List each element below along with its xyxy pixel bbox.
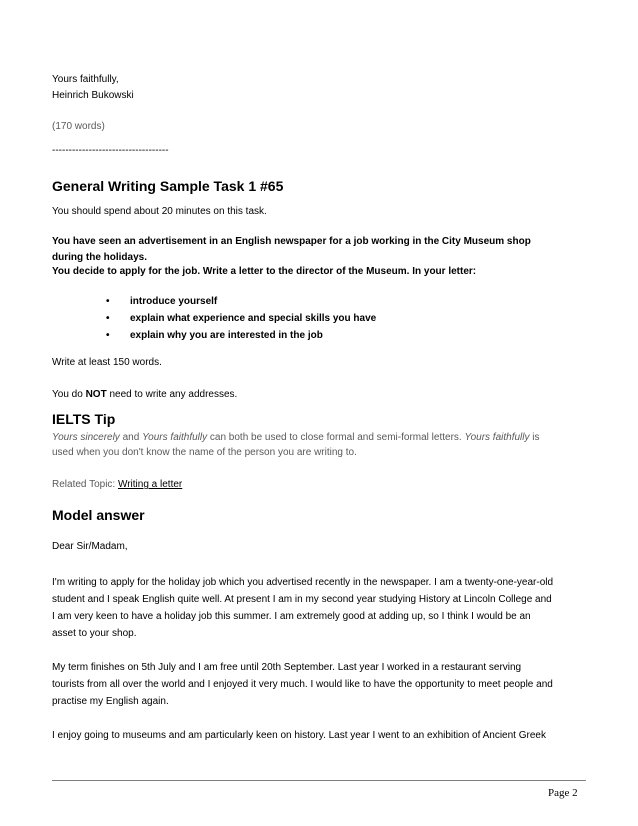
- document-page: Yours faithfully, Heinrich Bukowski (170 words) ----------------------------------- General Writing Sample Task 1 #65 You should spend about 20 minutes on this task. You have seen an advertisement in an English newspaper for a job working in the City Museum shop during the holidays. You decide to apply for the job. Write a letter to the director of the Museum. In your letter: • introduce yourself • explain what experience and special skills you have • explain why you are interested in the job Write at least 150 words. You do NOT need to write any addresses. IELTS Tip Yours sincerely and Yours faithfully can both be used to close formal and semi-formal letters. Yours faithfully is used when you don't know the name of the person you are writing to. Related Topic: Writing a letter Model answer Dear Sir/Madam, I'm writing to apply for the holiday job which you advertised recently in the newspaper. I am a twenty-one-year-old student and I speak English quite well. At present I am in my second year studying History at Lincoln College and I am very keen to have a holiday job this summer. I am extremely good at adding up, so I think I would be an asset to your shop. My term finishes on 5th July and I am free until 20th September. Last year I worked in a restaurant serving tourists from all over the world and I enjoyed it very much. I would like to have the opportunity to meet people and practise my English again. I enjoy going to museums and am particularly keen on history. Last year I went to an exhibition of Ancient Greek Page 2: [0, 0, 638, 826]
- paragraph-1-line: student and I speak English quite well. At present I am in my second year studying History at Lincoln College and: [52, 594, 552, 605]
- address-note: You do NOT need to write any addresses.: [52, 389, 238, 400]
- bullet-icon: •: [106, 330, 110, 341]
- task-prompt-line-1: You have seen an advertisement in an English newspaper for a job working in the City Museum shop: [52, 236, 531, 247]
- related-topic: Related Topic: Writing a letter: [52, 479, 183, 490]
- sign-off: Yours faithfully,: [52, 74, 119, 85]
- tip-line-2: used when you don't know the name of the person you are writing to.: [52, 447, 357, 458]
- paragraph-2-line: My term finishes on 5th July and I am free until 20th September. Last year I worked in a restaurant serving: [52, 662, 522, 673]
- footer-divider: [52, 780, 586, 781]
- paragraph-1-line: asset to your shop.: [52, 628, 137, 639]
- paragraph-2-line: tourists from all over the world and I enjoyed it very much. I would like to have the opportunity to meet people and: [52, 679, 553, 690]
- paragraph-1-line: I'm writing to apply for the holiday job which you advertised recently in the newspaper. I am a twenty-one-year-old: [52, 577, 554, 588]
- paragraph-3-line: I enjoy going to museums and am particularly keen on history. Last year I went to an exhibition of Ancient Greek: [52, 730, 546, 741]
- separator-line: -----------------------------------: [52, 145, 169, 156]
- model-answer-heading: Model answer: [52, 507, 145, 523]
- related-topic-link[interactable]: Writing a letter: [117, 479, 183, 490]
- min-words-note: Write at least 150 words.: [52, 357, 162, 368]
- paragraph-2-line: practise my English again.: [52, 696, 169, 707]
- bullet-icon: •: [106, 313, 110, 324]
- time-note: You should spend about 20 minutes on this task.: [52, 206, 267, 217]
- salutation: Dear Sir/Madam,: [52, 541, 128, 552]
- page-number: Page 2: [548, 787, 578, 799]
- task-prompt-line-2: during the holidays.: [52, 252, 148, 263]
- task-prompt-line-3: You decide to apply for the job. Write a letter to the director of the Museum. In your letter:: [52, 266, 477, 277]
- signature-name: Heinrich Bukowski: [52, 90, 134, 101]
- word-count: (170 words): [52, 121, 105, 132]
- tip-heading: IELTS Tip: [52, 411, 116, 427]
- paragraph-1-line: I am very keen to have a holiday job this summer. I am extremely good at adding up, so I think I would be an: [52, 611, 531, 622]
- task-title: General Writing Sample Task 1 #65: [52, 178, 284, 194]
- bullet-icon: •: [106, 296, 110, 307]
- tip-line-1: Yours sincerely and Yours faithfully can both be used to close formal and semi-formal letters. Yours faithfully is: [52, 432, 540, 443]
